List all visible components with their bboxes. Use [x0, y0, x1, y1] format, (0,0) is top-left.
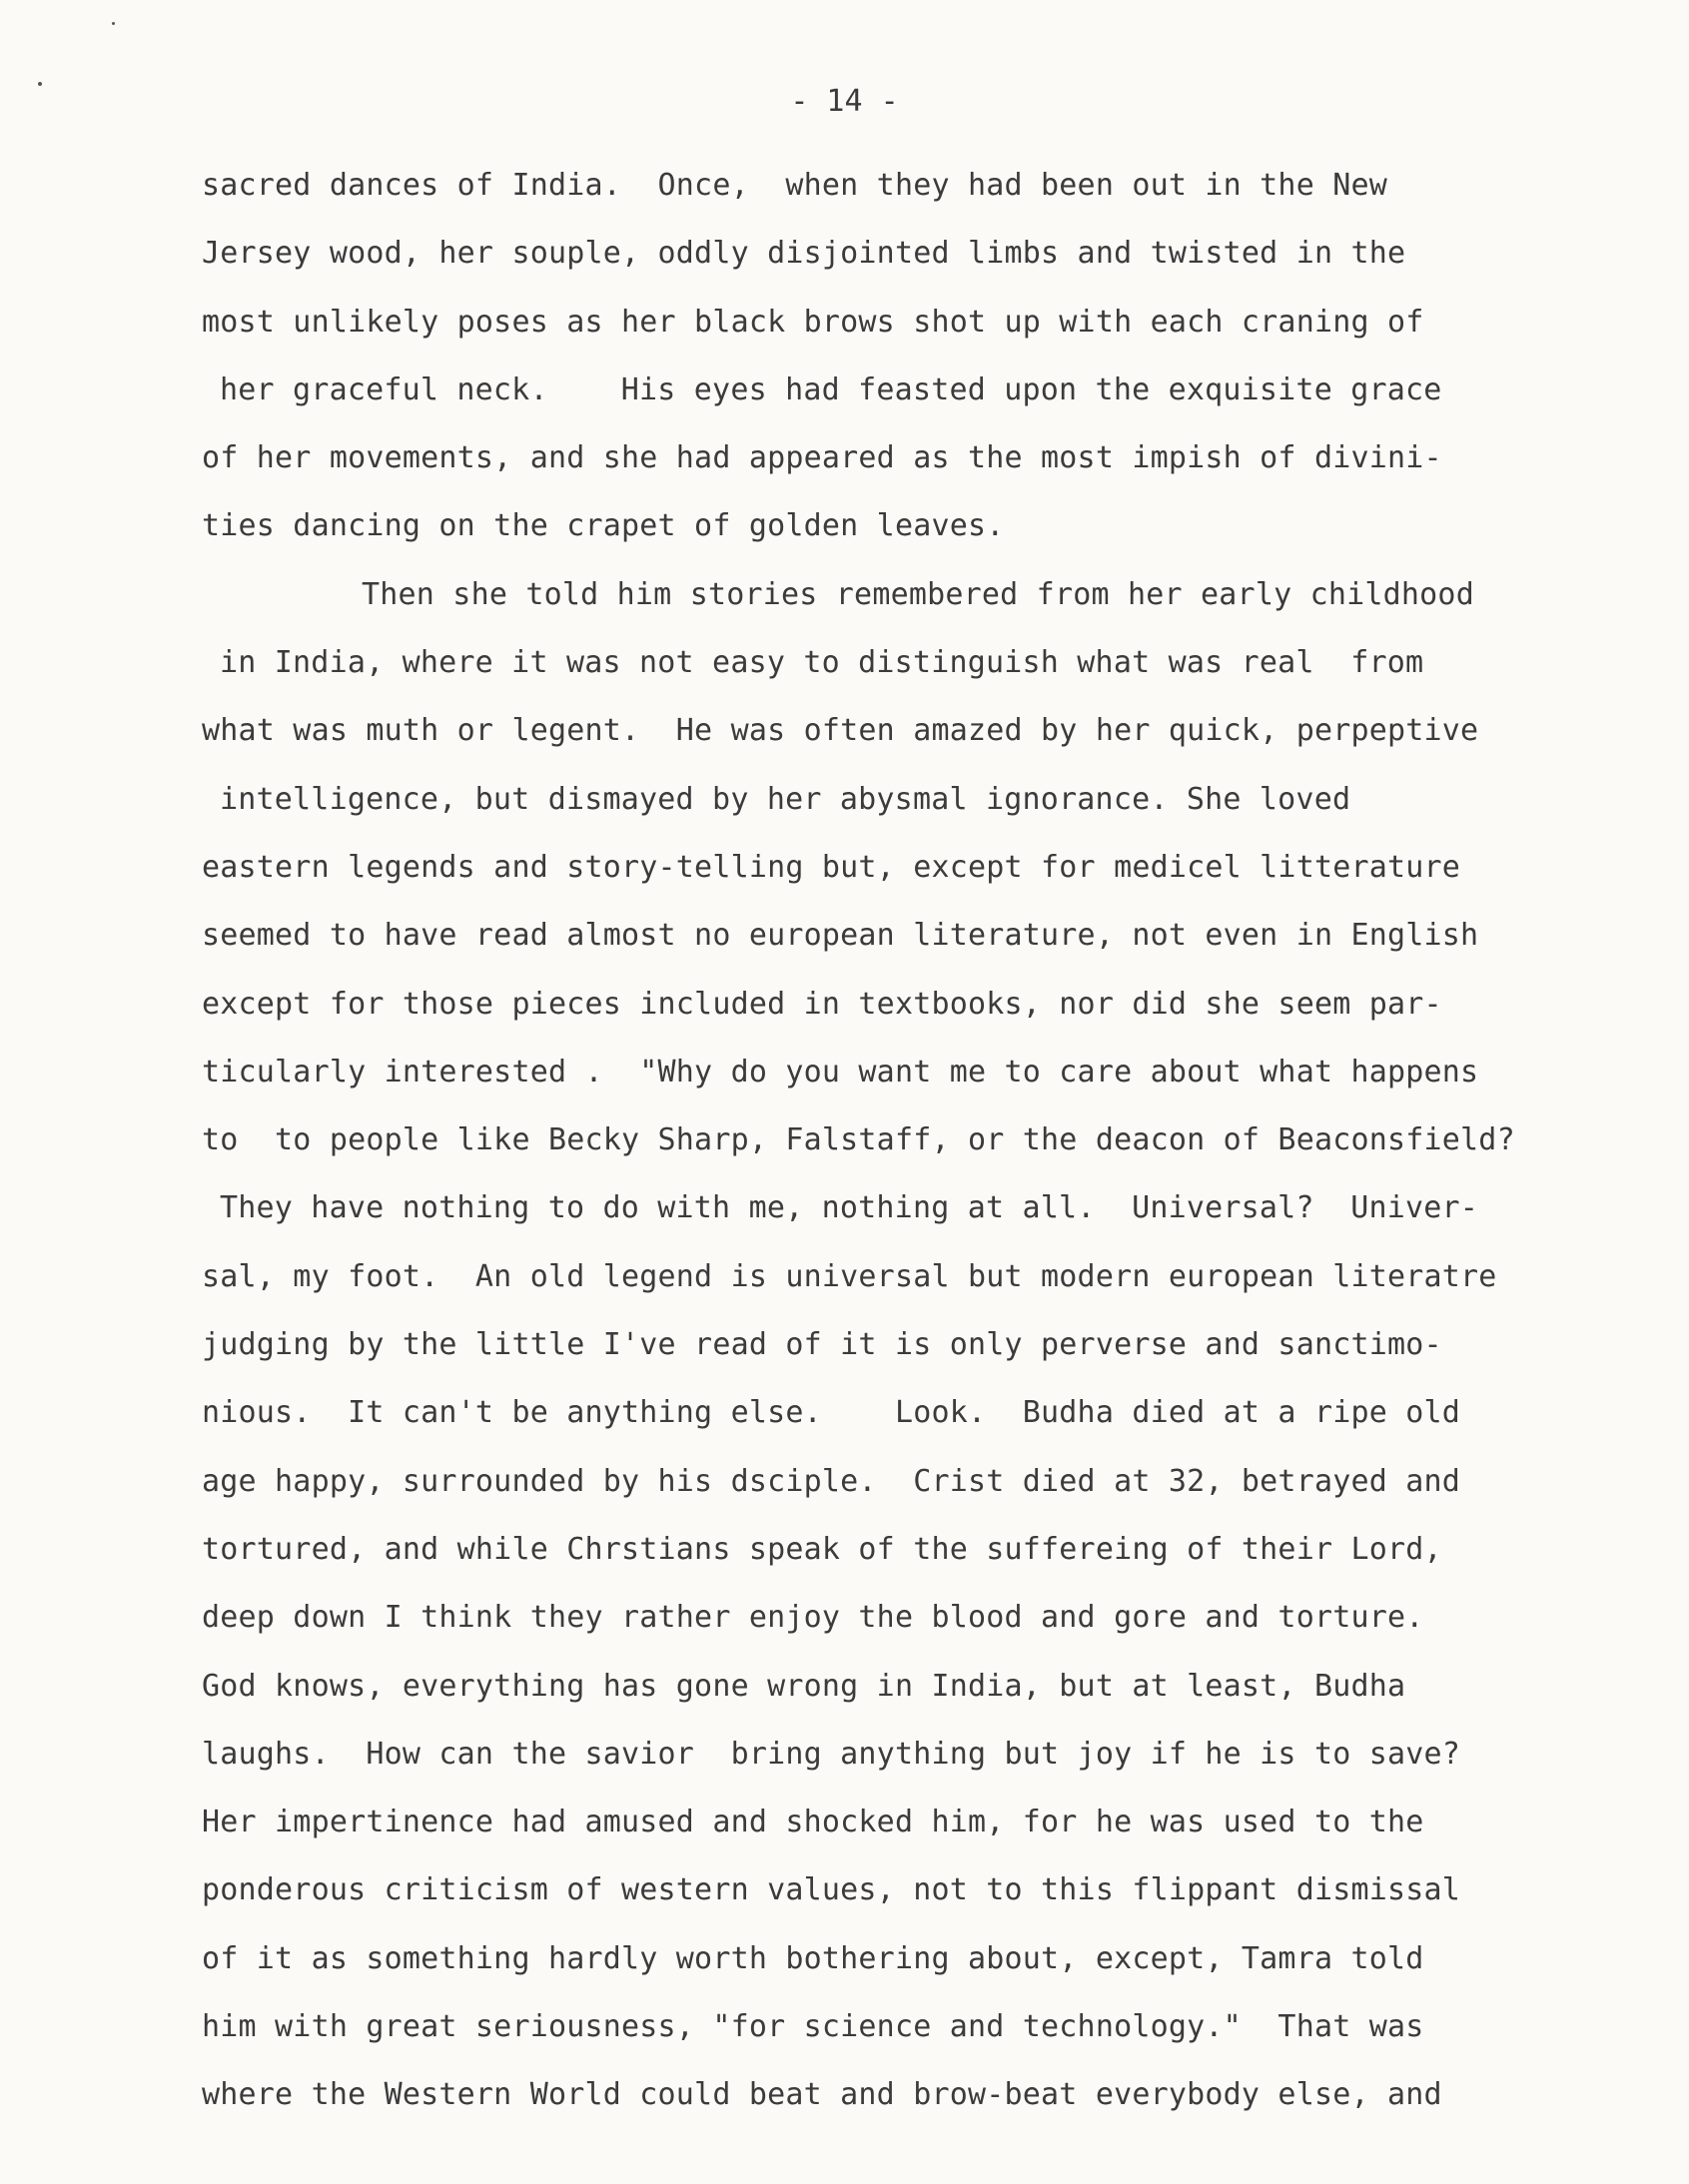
- text-line: deep down I think they rather enjoy the blood and gore and torture.: [202, 1600, 1424, 1636]
- text-line: Her impertinence had amused and shocked him, for he was used to the: [202, 1805, 1424, 1840]
- text-line: to to people like Becky Sharp, Falstaff, or the deacon of Beaconsfield?: [202, 1122, 1515, 1158]
- text-line: of her movements, and she had appeared as the most impish of divini-: [202, 440, 1442, 476]
- text-line: him with great seriousness, "for science and technology." That was: [202, 2009, 1424, 2045]
- text-line: Jersey wood, her souple, oddly disjointed limbs and twisted in the: [202, 236, 1406, 272]
- ink-speck: [112, 22, 115, 25]
- text-line: Then she told him stories remembered from her early childhood: [362, 576, 1474, 612]
- text-line: They have nothing to do with me, nothing at all. Universal? Univer-: [220, 1190, 1479, 1226]
- text-line: seemed to have read almost no european literature, not even in English: [202, 918, 1479, 954]
- text-line: ponderous criticism of western values, not to this flippant dismissal: [202, 1872, 1461, 1908]
- page-number: - 14 -: [790, 84, 899, 119]
- text-line: sal, my foot. An old legend is universal but modern european literatre: [202, 1258, 1497, 1294]
- text-line: where the Western World could beat and brow-beat everybody else, and: [202, 2077, 1442, 2113]
- text-line: in India, where it was not easy to distinguish what was real from: [220, 645, 1424, 681]
- text-line: laughs. How can the savior bring anything but joy if he is to save?: [202, 1736, 1461, 1772]
- body-text: [202, 152, 1660, 2130]
- text-line: judging by the little I've read of it is only perverse and sanctimo-: [202, 1327, 1442, 1363]
- text-line: eastern legends and story-telling but, except for medicel litterature: [202, 849, 1461, 885]
- text-line: ties dancing on the crapet of golden leaves.: [202, 508, 1005, 544]
- text-line: sacred dances of India. Once, when they had been out in the New: [202, 168, 1387, 203]
- text-line: intelligence, but dismayed by her abysmal ignorance. She loved: [220, 781, 1351, 817]
- text-line: her graceful neck. His eyes had feasted upon the exquisite grace: [220, 371, 1442, 407]
- text-line: of it as something hardly worth bothering about, except, Tamra told: [202, 1940, 1424, 1976]
- text-line: most unlikely poses as her black brows shot up with each craning of: [202, 304, 1424, 340]
- text-line: except for those pieces included in textbooks, nor did she seem par-: [202, 986, 1442, 1022]
- text-line: age happy, surrounded by his dsciple. Crist died at 32, betrayed and: [202, 1463, 1461, 1499]
- text-line: ticularly interested . "Why do you want me to care about what happens: [202, 1054, 1479, 1090]
- text-line: tortured, and while Chrstians speak of the suffereing of their Lord,: [202, 1531, 1442, 1567]
- text-line: God knows, everything has gone wrong in India, but at least, Budha: [202, 1668, 1406, 1704]
- text-line: what was muth or legent. He was often amazed by her quick, perpeptive: [202, 713, 1479, 749]
- text-line: nious. It can't be anything else. Look. Budha died at a ripe old: [202, 1395, 1461, 1431]
